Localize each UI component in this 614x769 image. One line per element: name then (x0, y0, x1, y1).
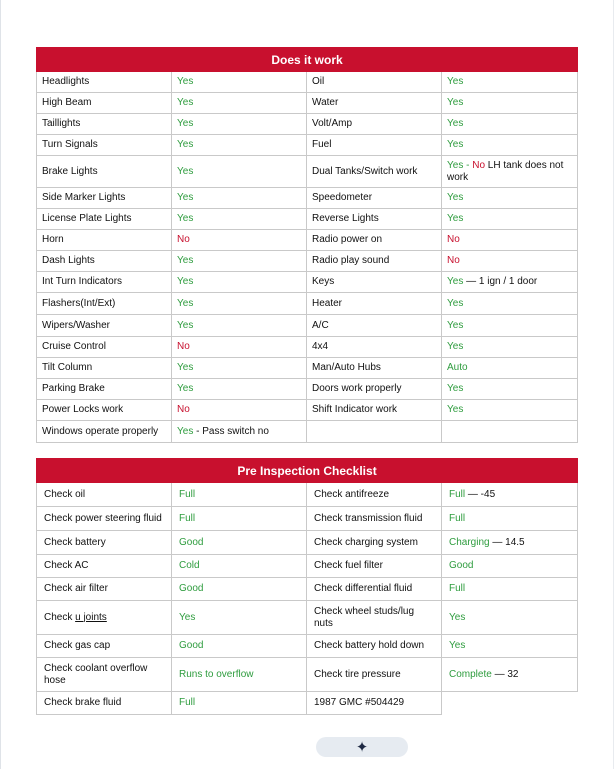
item-label (37, 114, 172, 135)
item-value (172, 293, 307, 315)
item-label (37, 230, 172, 251)
table-row (37, 93, 578, 114)
table-row (37, 635, 578, 658)
item-label (37, 209, 172, 230)
item-value (172, 400, 307, 421)
item-value (172, 93, 307, 114)
table-row (37, 358, 578, 379)
item-label: Dual Tanks/Switch work (307, 156, 442, 188)
item-label (37, 658, 172, 692)
item-value (172, 692, 307, 715)
item-label-text: Side Marker Lights (42, 192, 126, 203)
value-positive: Good (179, 583, 204, 594)
item-value (442, 93, 578, 114)
value-positive: Yes (447, 276, 464, 287)
item-value (442, 293, 578, 315)
item-value (442, 601, 578, 635)
item-label-text: License Plate Lights (42, 213, 132, 224)
value-positive: Auto (447, 362, 468, 373)
empty-cell (442, 692, 578, 715)
item-value (442, 114, 578, 135)
item-label-text: Int Turn Indicators (42, 276, 123, 287)
item-value (172, 507, 307, 531)
item-value (172, 555, 307, 578)
item-label-text: Parking Brake (42, 383, 105, 394)
page-left-edge (0, 0, 1, 769)
item-value (442, 483, 578, 507)
item-label (37, 601, 172, 635)
table-row (37, 507, 578, 531)
item-label: Check battery hold down (307, 635, 442, 658)
value-positive: Yes (177, 297, 194, 309)
item-label-text: Check gas cap (44, 640, 111, 651)
item-value (442, 658, 578, 692)
item-value (442, 635, 578, 658)
value-positive: Yes (177, 118, 194, 129)
item-label: 4x4 (307, 337, 442, 358)
value-note: — 1 ign / 1 door (463, 276, 538, 287)
item-label (37, 188, 172, 209)
value-positive: Yes (447, 159, 464, 171)
item-label (37, 135, 172, 156)
item-label: Volt/Amp (307, 114, 442, 135)
item-label-text: Horn (42, 234, 64, 245)
item-label (37, 483, 172, 507)
item-value (172, 358, 307, 379)
item-value (442, 421, 578, 443)
value-positive: Yes (177, 276, 194, 287)
value-positive: Yes (177, 76, 194, 87)
value-note: — -45 (465, 488, 496, 500)
item-label (37, 578, 172, 601)
does-it-work-body (37, 72, 578, 443)
value-note: LH tank does not work (447, 159, 564, 183)
value-positive: Complete (449, 668, 492, 680)
table-row (37, 114, 578, 135)
value-positive: Yes (447, 76, 464, 87)
item-value (172, 135, 307, 156)
item-value (172, 578, 307, 601)
value-positive: Yes (447, 297, 464, 309)
value-positive: Yes (447, 139, 464, 150)
pre-inspection-body (37, 483, 578, 715)
value-positive: Charging (449, 536, 490, 548)
item-label: Check charging system (307, 531, 442, 555)
value-negative: No (177, 404, 190, 415)
item-label (37, 358, 172, 379)
value-positive: Runs to overflow (179, 668, 254, 680)
value-positive: Good (179, 640, 204, 651)
value-positive: Yes (177, 213, 194, 224)
item-label (37, 272, 172, 293)
item-value (172, 114, 307, 135)
value-positive: Yes (447, 319, 464, 331)
item-value (442, 578, 578, 601)
table-row (37, 400, 578, 421)
item-value (172, 531, 307, 555)
item-label: Fuel (307, 135, 442, 156)
item-label-text: Dash Lights (42, 255, 95, 266)
value-note: — 14.5 (489, 536, 525, 548)
value-positive: Yes (447, 383, 464, 394)
item-value (442, 272, 578, 293)
item-value (172, 209, 307, 230)
table-row (37, 379, 578, 400)
item-label (37, 400, 172, 421)
item-label-text: Windows operate properly (42, 425, 159, 437)
value-positive: Full (179, 697, 196, 708)
item-label: Check wheel studs/lug nuts (307, 601, 442, 635)
item-label (307, 421, 442, 443)
value-positive: Yes (447, 404, 464, 415)
item-value (442, 358, 578, 379)
item-label-text: Taillights (42, 118, 81, 129)
item-value (442, 337, 578, 358)
item-label: Reverse Lights (307, 209, 442, 230)
item-value (442, 72, 578, 93)
item-label-text: Check battery (44, 536, 106, 548)
item-label: Keys (307, 272, 442, 293)
table-row (37, 251, 578, 272)
item-value (172, 635, 307, 658)
table-row (37, 135, 578, 156)
table-row (37, 658, 578, 692)
value-positive: Full (449, 488, 466, 500)
value-negative: No (177, 341, 190, 352)
does-it-work-table (36, 47, 578, 443)
value-positive: Yes (177, 139, 194, 150)
value-negative: No (472, 159, 486, 171)
value-positive: Full (449, 512, 466, 524)
item-label (37, 156, 172, 188)
item-label: Check tire pressure (307, 658, 442, 692)
item-label-text: Turn Signals (42, 139, 98, 150)
value-positive: Yes (177, 425, 194, 437)
item-label: 1987 GMC #504429 (307, 692, 442, 715)
table-row (37, 421, 578, 443)
value-negative: No (447, 234, 460, 245)
item-label: Doors work properly (307, 379, 442, 400)
value-positive: Full (179, 512, 196, 524)
table-row (37, 293, 578, 315)
item-label: Check antifreeze (307, 483, 442, 507)
item-value (172, 379, 307, 400)
item-label-text: Power Locks work (42, 404, 124, 415)
table-row (37, 483, 578, 507)
item-label: Man/Auto Hubs (307, 358, 442, 379)
pre-inspection-title: Pre Inspection Checklist (37, 459, 578, 483)
item-value (172, 337, 307, 358)
value-note: — 32 (491, 668, 519, 680)
item-label: Water (307, 93, 442, 114)
value-negative: No (177, 234, 190, 245)
value-positive: Yes (177, 319, 194, 331)
value-positive: Yes (177, 383, 194, 394)
item-label (37, 93, 172, 114)
item-value (172, 251, 307, 272)
item-label: Check transmission fluid (307, 507, 442, 531)
item-label-text: Check brake fluid (44, 697, 122, 708)
value-positive: Cold (179, 560, 200, 571)
item-label (37, 293, 172, 315)
item-label (37, 379, 172, 400)
value-positive: Yes (177, 362, 194, 373)
item-label: Shift Indicator work (307, 400, 442, 421)
table-row (37, 578, 578, 601)
item-label-text: Tilt Column (42, 362, 93, 373)
item-label: Check differential fluid (307, 578, 442, 601)
table-row (37, 156, 578, 188)
item-value (172, 601, 307, 635)
value-positive: Yes (447, 213, 464, 224)
item-label-text: Check AC (44, 560, 89, 571)
value-positive: Full (449, 583, 466, 594)
value-positive: Yes (447, 341, 464, 352)
item-value (172, 188, 307, 209)
table-row (37, 315, 578, 337)
item-value (172, 272, 307, 293)
item-label (37, 72, 172, 93)
item-value (172, 156, 307, 188)
item-value (442, 507, 578, 531)
item-value (172, 421, 307, 443)
item-label-text: Check (44, 611, 76, 623)
does-it-work-title: Does it work (37, 48, 578, 72)
item-label-text: Cruise Control (42, 341, 106, 352)
item-label (37, 315, 172, 337)
value-positive: Yes (447, 118, 464, 129)
item-label-text: Headlights (42, 76, 90, 87)
item-label: Radio play sound (307, 251, 442, 272)
item-label (37, 251, 172, 272)
item-value (442, 555, 578, 578)
pre-inspection-table (36, 458, 578, 715)
item-label-text: Wipers/Washer (42, 319, 110, 331)
table-row (37, 209, 578, 230)
value-positive: Yes (177, 165, 194, 177)
item-label-text: Flashers(Int/Ext) (42, 297, 116, 309)
item-label-text: Check power steering fluid (44, 512, 162, 524)
item-label (37, 421, 172, 443)
item-value (442, 156, 578, 188)
item-label (37, 555, 172, 578)
ai-assist-button[interactable] (316, 737, 408, 757)
value-positive: Good (179, 536, 204, 548)
item-value (442, 400, 578, 421)
item-label-text: Check oil (44, 488, 86, 500)
item-label: Heater (307, 293, 442, 315)
item-label (37, 692, 172, 715)
table-row (37, 555, 578, 578)
item-value (442, 251, 578, 272)
value-positive: Yes (449, 640, 466, 651)
table-row (37, 601, 578, 635)
table-row (37, 72, 578, 93)
item-label: Oil (307, 72, 442, 93)
item-label: Speedometer (307, 188, 442, 209)
value-positive: Yes (449, 611, 466, 623)
item-label-text: Check coolant overflow hose (44, 662, 148, 686)
table-row (37, 531, 578, 555)
item-label: A/C (307, 315, 442, 337)
value-negative: No (447, 255, 460, 266)
value-positive: Yes (177, 97, 194, 108)
item-value (172, 658, 307, 692)
item-value (442, 230, 578, 251)
value-positive: Good (449, 560, 474, 571)
item-label: Radio power on (307, 230, 442, 251)
value-positive: Yes (177, 255, 194, 266)
item-value (442, 135, 578, 156)
item-label: Check fuel filter (307, 555, 442, 578)
item-value (172, 230, 307, 251)
value-positive: Full (179, 488, 196, 500)
item-value (172, 315, 307, 337)
item-value (442, 379, 578, 400)
item-value (442, 315, 578, 337)
item-label-text: High Beam (42, 97, 92, 108)
value-note: - Pass switch no (193, 425, 269, 437)
item-label-link: u joints (75, 611, 107, 623)
item-value (442, 531, 578, 555)
item-label (37, 635, 172, 658)
item-value (172, 483, 307, 507)
item-label (37, 507, 172, 531)
value-positive: Yes (447, 192, 464, 203)
value-positive: - (463, 159, 473, 171)
value-positive: Yes (177, 192, 194, 203)
table-row (37, 230, 578, 251)
table-row (37, 692, 578, 715)
item-value (442, 188, 578, 209)
table-row (37, 188, 578, 209)
sparkle-icon: ✦ (355, 738, 369, 756)
item-label-text: Brake Lights (42, 165, 98, 177)
item-label-text: Check air filter (44, 583, 108, 594)
item-value (172, 72, 307, 93)
value-positive: Yes (179, 611, 196, 623)
item-value (442, 209, 578, 230)
item-label (37, 531, 172, 555)
table-row (37, 272, 578, 293)
table-row (37, 337, 578, 358)
item-label (37, 337, 172, 358)
value-positive: Yes (447, 97, 464, 108)
